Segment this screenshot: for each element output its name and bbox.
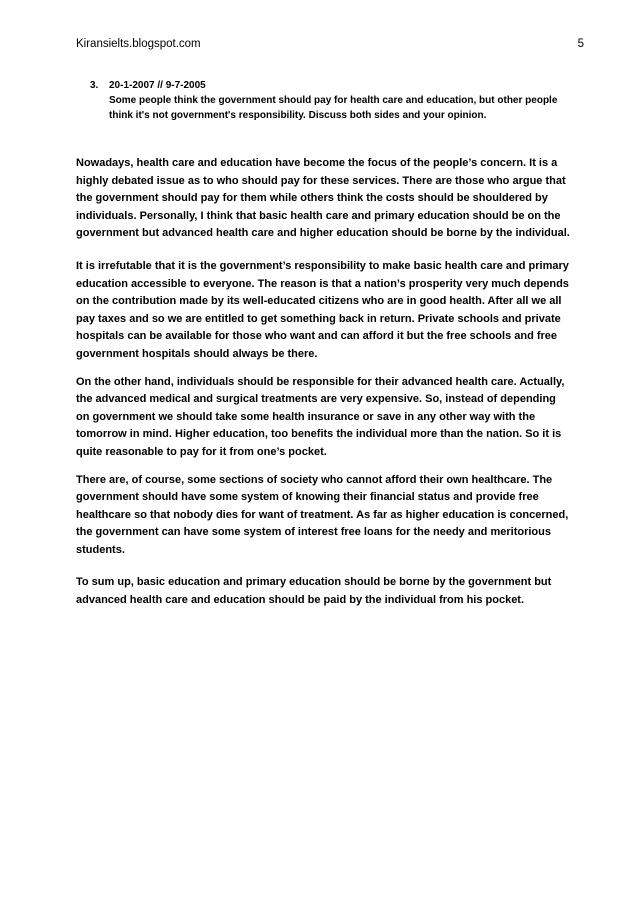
question-date: 20-1-2007 // 9-7-2005	[109, 80, 206, 91]
page-header	[76, 38, 584, 54]
question-prompt: Some people think the government should pay for health care and education, but other people think it's not government's responsibility. Discuss both sides and your opinion.	[109, 95, 558, 121]
essay-paragraph-introduction: Nowadays, health care and education have become the focus of the people’s concern. It is a highly debated issue as to who should pay for these services. There are those who argue that the government should pay for them while others think the costs should be shouldered by individuals. Personally, I think that basic health care and primary education should be on the government but advanced health care and higher education should be borne by the individual.	[76, 157, 570, 240]
essay-paragraph-government-responsibility: It is irrefutable that it is the government’s responsibility to make basic health care and primary education accessible to everyone. The reason is that a nation’s prosperity very much depends on the contribution made by its well-educated citizens who are in good health. After all we all pay taxes and so we are entitled to get something back in return. Private schools and private hospitals can be available for those who want and can afford it but the free schools and free government hospitals should always be there.	[76, 259, 569, 360]
essay-paragraph-conclusion: To sum up, basic education and primary education should be borne by the government but advanced health care and education should be paid by the individual from his pocket.	[76, 576, 552, 607]
question-number: 3.	[90, 80, 99, 91]
essay-paragraph-individual-responsibility: On the other hand, individuals should be responsible for their advanced health care. Actually, the advanced medical and surgical treatments are very expensive. So, instead of depending on government we should take some health insurance or save in any other way with the tomorrow in mind. Higher education, too benefits the individual more than the nation. So it is quite reasonable to pay for it from one’s pocket.	[76, 375, 565, 458]
essay-body	[76, 155, 572, 610]
essay-paragraph-exceptions: There are, of course, some sections of society who cannot afford their own healthcare. The government should have some system of knowing their financial status and provide free healthcare so that nobody dies for want of treatment. As far as higher education is concerned, the government can have some system of interest free loans for the needy and meritorious students.	[76, 473, 569, 556]
header-page-number: 5	[577, 38, 584, 50]
header-site-name: Kiransielts.blogspot.com	[76, 38, 201, 50]
question-body	[109, 78, 559, 123]
